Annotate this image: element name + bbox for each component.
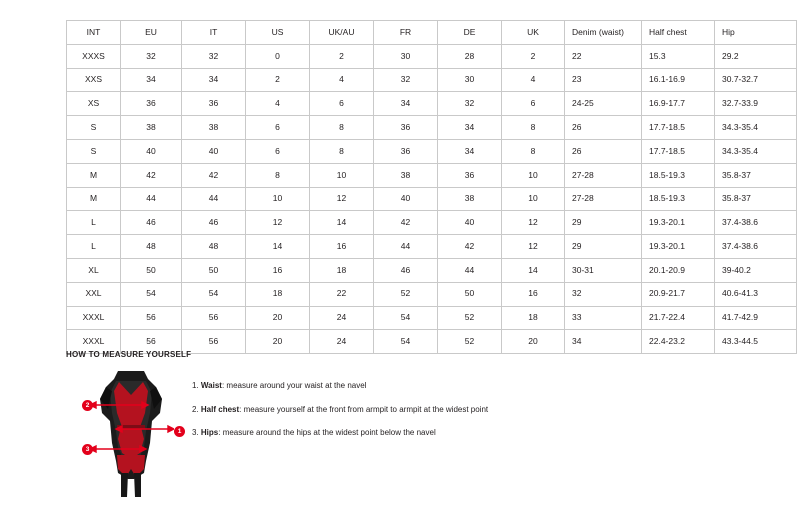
column-header-fr: FR [374,21,438,45]
cell-us: 4 [246,92,310,116]
cell-denim: 27-28 [565,163,642,187]
cell-us: 14 [246,235,310,259]
cell-uk: 20 [502,330,565,354]
table-row [67,92,797,116]
cell-denim: 26 [565,116,642,140]
cell-fr: 44 [374,235,438,259]
column-header-eu: EU [121,21,182,45]
column-header-ukau: UK/AU [310,21,374,45]
cell-it: 36 [182,92,246,116]
cell-eu: 54 [121,282,182,306]
cell-it: 44 [182,187,246,211]
table-row [67,187,797,211]
cell-half-chest: 21.7-22.4 [642,306,715,330]
cell-uk: 2 [502,44,565,68]
cell-hip: 29.2 [715,44,797,68]
how-to-measure-section [66,350,766,499]
table-row [67,306,797,330]
cell-ukau: 24 [310,330,374,354]
table-row [67,235,797,259]
cell-eu: 36 [121,92,182,116]
cell-ukau: 18 [310,258,374,282]
cell-it: 34 [182,68,246,92]
cell-half-chest: 16.1-16.9 [642,68,715,92]
cell-hip: 34.3-35.4 [715,116,797,140]
cell-fr: 46 [374,258,438,282]
cell-denim: 30-31 [565,258,642,282]
cell-eu: 40 [121,139,182,163]
cell-it: 50 [182,258,246,282]
size-table-container [66,20,758,354]
cell-us: 10 [246,187,310,211]
how-to-measure-title: HOW TO MEASURE YOURSELF [66,350,192,359]
measure-badge-1: 1 [174,426,185,437]
cell-it: 42 [182,163,246,187]
cell-hip: 34.3-35.4 [715,139,797,163]
cell-eu: 32 [121,44,182,68]
column-header-us: US [246,21,310,45]
cell-int: XS [67,92,121,116]
cell-ukau: 24 [310,306,374,330]
table-row [67,116,797,140]
cell-it: 54 [182,282,246,306]
cell-half-chest: 19.3-20.1 [642,235,715,259]
cell-half-chest: 17.7-18.5 [642,139,715,163]
cell-it: 46 [182,211,246,235]
cell-us: 18 [246,282,310,306]
cell-fr: 54 [374,330,438,354]
cell-it: 32 [182,44,246,68]
mannequin-figure-container [66,369,186,499]
cell-int: S [67,116,121,140]
cell-us: 0 [246,44,310,68]
cell-fr: 36 [374,116,438,140]
cell-uk: 18 [502,306,565,330]
cell-hip: 41.7-42.9 [715,306,797,330]
mannequin-illustration [85,369,182,499]
cell-us: 16 [246,258,310,282]
cell-de: 42 [438,235,502,259]
note-term-hips: Hips [200,428,219,438]
column-header-de: DE [438,21,502,45]
cell-de: 52 [438,330,502,354]
cell-half-chest: 18.5-19.3 [642,163,715,187]
cell-us: 20 [246,306,310,330]
cell-uk: 12 [502,211,565,235]
size-conversion-table [66,20,797,354]
measure-note-hips [192,428,488,438]
cell-int: XL [67,258,121,282]
cell-de: 28 [438,44,502,68]
cell-de: 38 [438,187,502,211]
cell-int: L [67,235,121,259]
cell-denim: 27-28 [565,187,642,211]
cell-it: 38 [182,116,246,140]
cell-ukau: 8 [310,116,374,140]
cell-eu: 46 [121,211,182,235]
cell-ukau: 6 [310,92,374,116]
cell-int: L [67,211,121,235]
measure-note-half-chest [192,405,488,415]
table-row [67,258,797,282]
cell-uk: 12 [502,235,565,259]
cell-ukau: 12 [310,187,374,211]
cell-hip: 43.3-44.5 [715,330,797,354]
cell-fr: 32 [374,68,438,92]
cell-ukau: 16 [310,235,374,259]
cell-denim: 26 [565,139,642,163]
cell-hip: 32.7-33.9 [715,92,797,116]
cell-denim: 22 [565,44,642,68]
cell-hip: 37.4-38.6 [715,235,797,259]
cell-us: 12 [246,211,310,235]
cell-hip: 37.4-38.6 [715,211,797,235]
cell-eu: 56 [121,306,182,330]
table-row [67,211,797,235]
cell-de: 52 [438,306,502,330]
cell-eu: 34 [121,68,182,92]
cell-uk: 10 [502,187,565,211]
note-text-half-chest: : measure yourself at the front from armpit to armpit at the widest point [239,404,489,414]
table-row [67,139,797,163]
cell-de: 40 [438,211,502,235]
cell-uk: 6 [502,92,565,116]
table-header-row [67,21,797,45]
cell-fr: 36 [374,139,438,163]
column-header-hip: Hip [715,21,797,45]
measure-note-waist [192,381,488,391]
cell-uk: 8 [502,116,565,140]
cell-de: 34 [438,139,502,163]
cell-de: 32 [438,92,502,116]
cell-us: 6 [246,139,310,163]
note-term-waist: Waist [200,381,222,390]
measure-badge-2: 2 [82,400,93,411]
column-header-int: INT [67,21,121,45]
cell-ukau: 8 [310,139,374,163]
note-number-3: 3. [192,428,199,438]
cell-denim: 33 [565,306,642,330]
cell-ukau: 4 [310,68,374,92]
cell-hip: 35.8-37 [715,163,797,187]
cell-de: 34 [438,116,502,140]
cell-int: XXXL [67,330,121,354]
cell-eu: 50 [121,258,182,282]
table-row [67,163,797,187]
cell-int: XXS [67,68,121,92]
cell-denim: 24-25 [565,92,642,116]
cell-denim: 23 [565,68,642,92]
column-header-half-chest: Half chest [642,21,715,45]
table-row [67,68,797,92]
cell-uk: 4 [502,68,565,92]
cell-eu: 44 [121,187,182,211]
cell-uk: 16 [502,282,565,306]
column-header-it: IT [182,21,246,45]
measure-badge-3: 3 [82,444,93,455]
cell-eu: 56 [121,330,182,354]
cell-de: 44 [438,258,502,282]
cell-hip: 30.7-32.7 [715,68,797,92]
mannequin-icon [88,369,174,499]
cell-hip: 39-40.2 [715,258,797,282]
cell-hip: 40.6-41.3 [715,282,797,306]
cell-it: 48 [182,235,246,259]
cell-us: 2 [246,68,310,92]
cell-fr: 52 [374,282,438,306]
cell-denim: 34 [565,330,642,354]
cell-fr: 42 [374,211,438,235]
cell-eu: 38 [121,116,182,140]
note-text-waist: : measure around your waist at the navel [221,381,367,390]
cell-hip: 35.8-37 [715,187,797,211]
cell-us: 20 [246,330,310,354]
cell-fr: 34 [374,92,438,116]
cell-eu: 48 [121,235,182,259]
cell-half-chest: 19.3-20.1 [642,211,715,235]
cell-half-chest: 20.1-20.9 [642,258,715,282]
cell-half-chest: 17.7-18.5 [642,116,715,140]
cell-denim: 29 [565,235,642,259]
cell-int: XXXS [67,44,121,68]
cell-it: 40 [182,139,246,163]
cell-us: 8 [246,163,310,187]
cell-it: 56 [182,306,246,330]
table-row [67,282,797,306]
cell-uk: 10 [502,163,565,187]
cell-uk: 8 [502,139,565,163]
cell-fr: 38 [374,163,438,187]
column-header-uk: UK [502,21,565,45]
table-row [67,44,797,68]
cell-denim: 29 [565,211,642,235]
note-number-2: 2. [192,404,199,414]
cell-half-chest: 15.3 [642,44,715,68]
cell-half-chest: 16.9-17.7 [642,92,715,116]
cell-eu: 42 [121,163,182,187]
cell-half-chest: 20.9-21.7 [642,282,715,306]
cell-ukau: 2 [310,44,374,68]
cell-us: 6 [246,116,310,140]
cell-it: 56 [182,330,246,354]
how-to-measure-body [66,369,766,499]
cell-de: 36 [438,163,502,187]
cell-denim: 32 [565,282,642,306]
cell-int: XXXL [67,306,121,330]
cell-ukau: 10 [310,163,374,187]
cell-fr: 40 [374,187,438,211]
cell-int: M [67,187,121,211]
note-text-hips: : measure around the hips at the widest point below the navel [218,428,436,438]
cell-uk: 14 [502,258,565,282]
cell-int: S [67,139,121,163]
cell-ukau: 14 [310,211,374,235]
cell-int: XXL [67,282,121,306]
cell-fr: 54 [374,306,438,330]
cell-int: M [67,163,121,187]
cell-fr: 30 [374,44,438,68]
cell-half-chest: 22.4-23.2 [642,330,715,354]
cell-de: 30 [438,68,502,92]
cell-ukau: 22 [310,282,374,306]
cell-de: 50 [438,282,502,306]
column-header-denim-waist: Denim (waist) [565,21,642,45]
cell-half-chest: 18.5-19.3 [642,187,715,211]
measure-notes [192,369,488,452]
note-term-half-chest: Half chest [200,404,240,414]
note-number-1: 1. [192,381,199,390]
